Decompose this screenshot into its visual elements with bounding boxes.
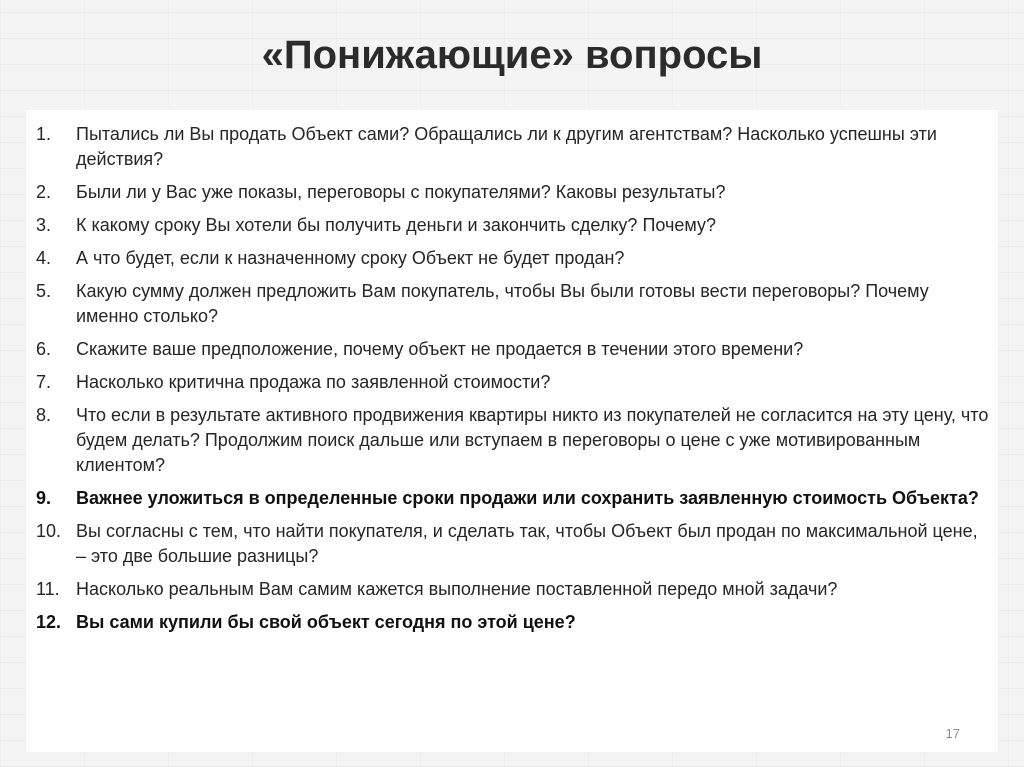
- question-item: [36, 213, 991, 238]
- question-number: 4.: [36, 248, 52, 268]
- question-item: [36, 246, 991, 271]
- question-number: 10.: [36, 521, 62, 541]
- question-item: [36, 610, 991, 635]
- question-number: 12.: [36, 612, 62, 632]
- question-number: 8.: [36, 405, 52, 425]
- question-item: [36, 180, 991, 205]
- question-text: Важнее уложиться в определенные сроки продажи или сохранить заявленную стоимость Объекта?: [76, 488, 979, 508]
- question-text: Что если в результате активного продвижения квартиры никто из покупателей не согласится на эту цену, что будем делать? Продолжим поиск дальше или вступаем в переговоры о цене с уже мотивированным клиентом?: [76, 405, 989, 475]
- question-item: [36, 403, 991, 478]
- content-box: [26, 110, 998, 752]
- question-item: [36, 370, 991, 395]
- question-item: [36, 122, 991, 172]
- question-text: Вы согласны с тем, что найти покупателя, и сделать так, чтобы Объект был продан по максимальной цене, – это две большие разницы?: [76, 521, 978, 566]
- question-number: 11.: [36, 579, 60, 599]
- question-text: Пытались ли Вы продать Объект сами? Обращались ли к другим агентствам? Насколько успешны эти действия?: [76, 124, 937, 169]
- question-number: 3.: [36, 215, 52, 235]
- question-item: [36, 519, 991, 569]
- question-text: Были ли у Вас уже показы, переговоры с покупателями? Каковы результаты?: [76, 182, 726, 202]
- question-number: 9.: [36, 488, 52, 508]
- question-item: [36, 279, 991, 329]
- question-number: 6.: [36, 339, 52, 359]
- question-item: [36, 486, 991, 511]
- question-number: 7.: [36, 372, 52, 392]
- question-list: [36, 122, 991, 643]
- question-text: А что будет, если к назначенному сроку Объект не будет продан?: [76, 248, 625, 268]
- question-number: 1.: [36, 124, 52, 144]
- slide-title: «Понижающие» вопросы: [261, 33, 763, 77]
- question-text: Насколько реальным Вам самим кажется выполнение поставленной передо мной задачи?: [76, 579, 838, 599]
- question-item: [36, 577, 991, 602]
- question-text: Какую сумму должен предложить Вам покупатель, чтобы Вы были готовы вести переговоры? Почему именно столько?: [76, 281, 929, 326]
- slide-number: 17: [945, 726, 960, 741]
- question-number: 2.: [36, 182, 52, 202]
- question-number: 5.: [36, 281, 52, 301]
- question-text: К какому сроку Вы хотели бы получить деньги и закончить сделку? Почему?: [76, 215, 716, 235]
- question-text: Скажите ваше предположение, почему объект не продается в течении этого времени?: [76, 339, 804, 359]
- question-text: Насколько критична продажа по заявленной стоимости?: [76, 372, 551, 392]
- question-item: [36, 337, 991, 362]
- question-text: Вы сами купили бы свой объект сегодня по этой цене?: [76, 612, 576, 632]
